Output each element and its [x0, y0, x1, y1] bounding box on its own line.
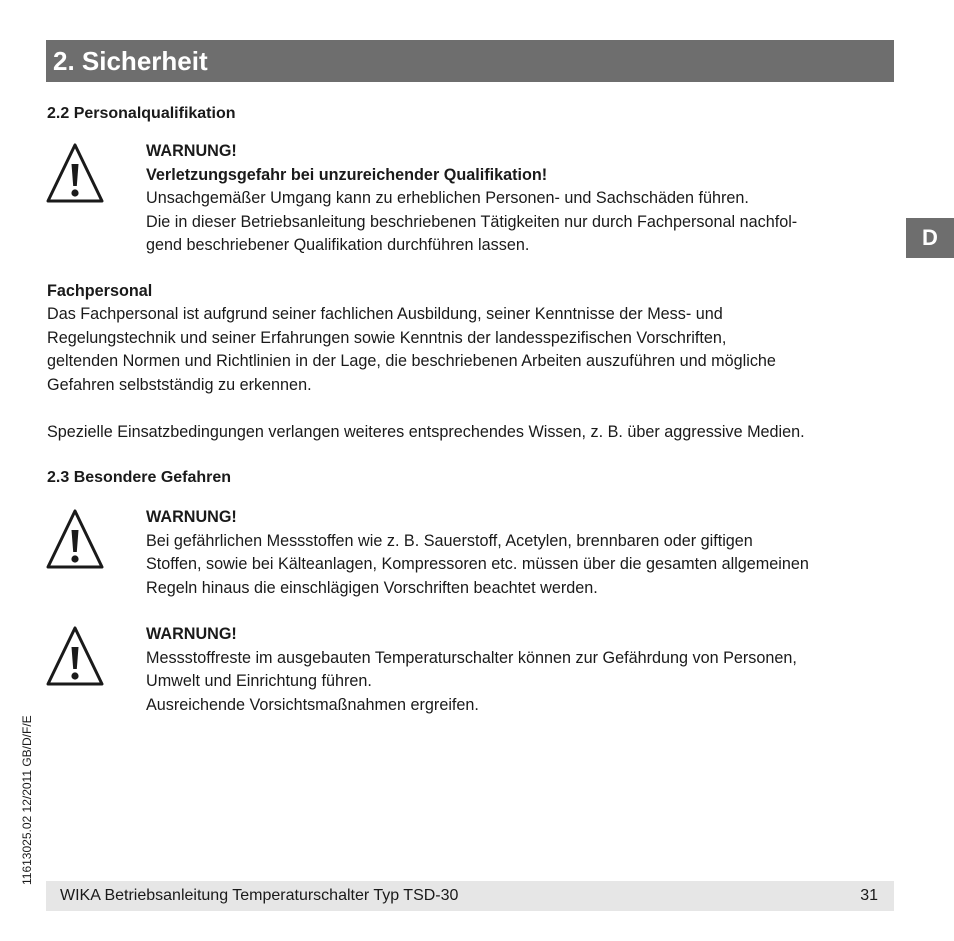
warning-text-line: Umwelt und Einrichtung führen.: [146, 672, 372, 690]
warning-text-line: Regeln hinaus die einschlägigen Vorschriften beachtet werden.: [146, 578, 598, 597]
chapter-header-bar: [46, 40, 894, 82]
warning-triangle-icon: [45, 625, 105, 687]
footer-title: WIKA Betriebsanleitung Temperaturschalter Typ TSD-30: [60, 887, 459, 904]
warning-title: WARNUNG!: [146, 625, 237, 643]
warning-title: WARNUNG!: [146, 142, 237, 160]
warning-title: WARNUNG!: [146, 508, 237, 526]
paragraph-line: Gefahren selbstständig zu erkennen.: [47, 375, 312, 394]
warning-text-line: Messstoffreste im ausgebauten Temperaturschalter können zur Gefährdung von Personen,: [146, 648, 797, 667]
paragraph-line: Das Fachpersonal ist aufgrund seiner fachlichen Ausbildung, seiner Kenntnisse der Mess- und: [47, 305, 723, 323]
special-conditions-paragraph: Spezielle Einsatzbedingungen verlangen weiteres entsprechendes Wissen, z. B. über aggressive Medien.: [47, 423, 805, 441]
warning-block-residual-media: [146, 623, 896, 717]
page-number: 31: [860, 887, 878, 904]
fachpersonal-paragraph: [47, 303, 897, 397]
document-code: 11613025.02 12/2011 GB/D/F/E: [20, 715, 34, 885]
warning-text-line: Bei gefährlichen Messstoffen wie z. B. Sauerstoff, Acetylen, brennbaren oder giftigen: [146, 531, 753, 550]
warning-triangle-icon: [45, 508, 105, 570]
fachpersonal-heading: Fachpersonal: [47, 282, 153, 300]
paragraph-line: geltenden Normen und Richtlinien in der Lage, die beschriebenen Arbeiten auszuführen und mögliche: [47, 352, 776, 370]
warning-text-line: gend beschriebener Qualifikation durchführen lassen.: [146, 236, 530, 254]
warning-text-line: Stoffen, sowie bei Kälteanlagen, Kompressoren etc. müssen über die gesamten allgemeinen: [146, 555, 809, 573]
warning-text-line: Unsachgemäßer Umgang kann zu erheblichen Personen- und Sachschäden führen.: [146, 189, 749, 207]
warning-subtitle: Verletzungsgefahr bei unzureichender Qualifikation!: [146, 165, 548, 184]
warning-text-line: Ausreichende Vorsichtsmaßnahmen ergreifen.: [146, 695, 479, 714]
warning-text-line: Die in dieser Betriebsanleitung beschriebenen Tätigkeiten nur durch Fachpersonal nachfol-: [146, 212, 798, 231]
footer-bar: [46, 881, 894, 911]
section-heading-2-3: 2.3 Besondere Gefahren: [47, 469, 232, 486]
chapter-title: 2. Sicherheit: [53, 46, 208, 76]
warning-block-hazardous-media: [146, 506, 896, 600]
section-heading-2-2: 2.2 Personalqualifikation: [47, 105, 236, 122]
warning-triangle-icon: [45, 142, 105, 204]
paragraph-line: Regelungstechnik und seiner Erfahrungen sowie Kenntnis der landesspezifischen Vorschriften,: [47, 328, 727, 347]
warning-block-qualification: [146, 140, 896, 258]
language-tab: D: [906, 218, 954, 258]
